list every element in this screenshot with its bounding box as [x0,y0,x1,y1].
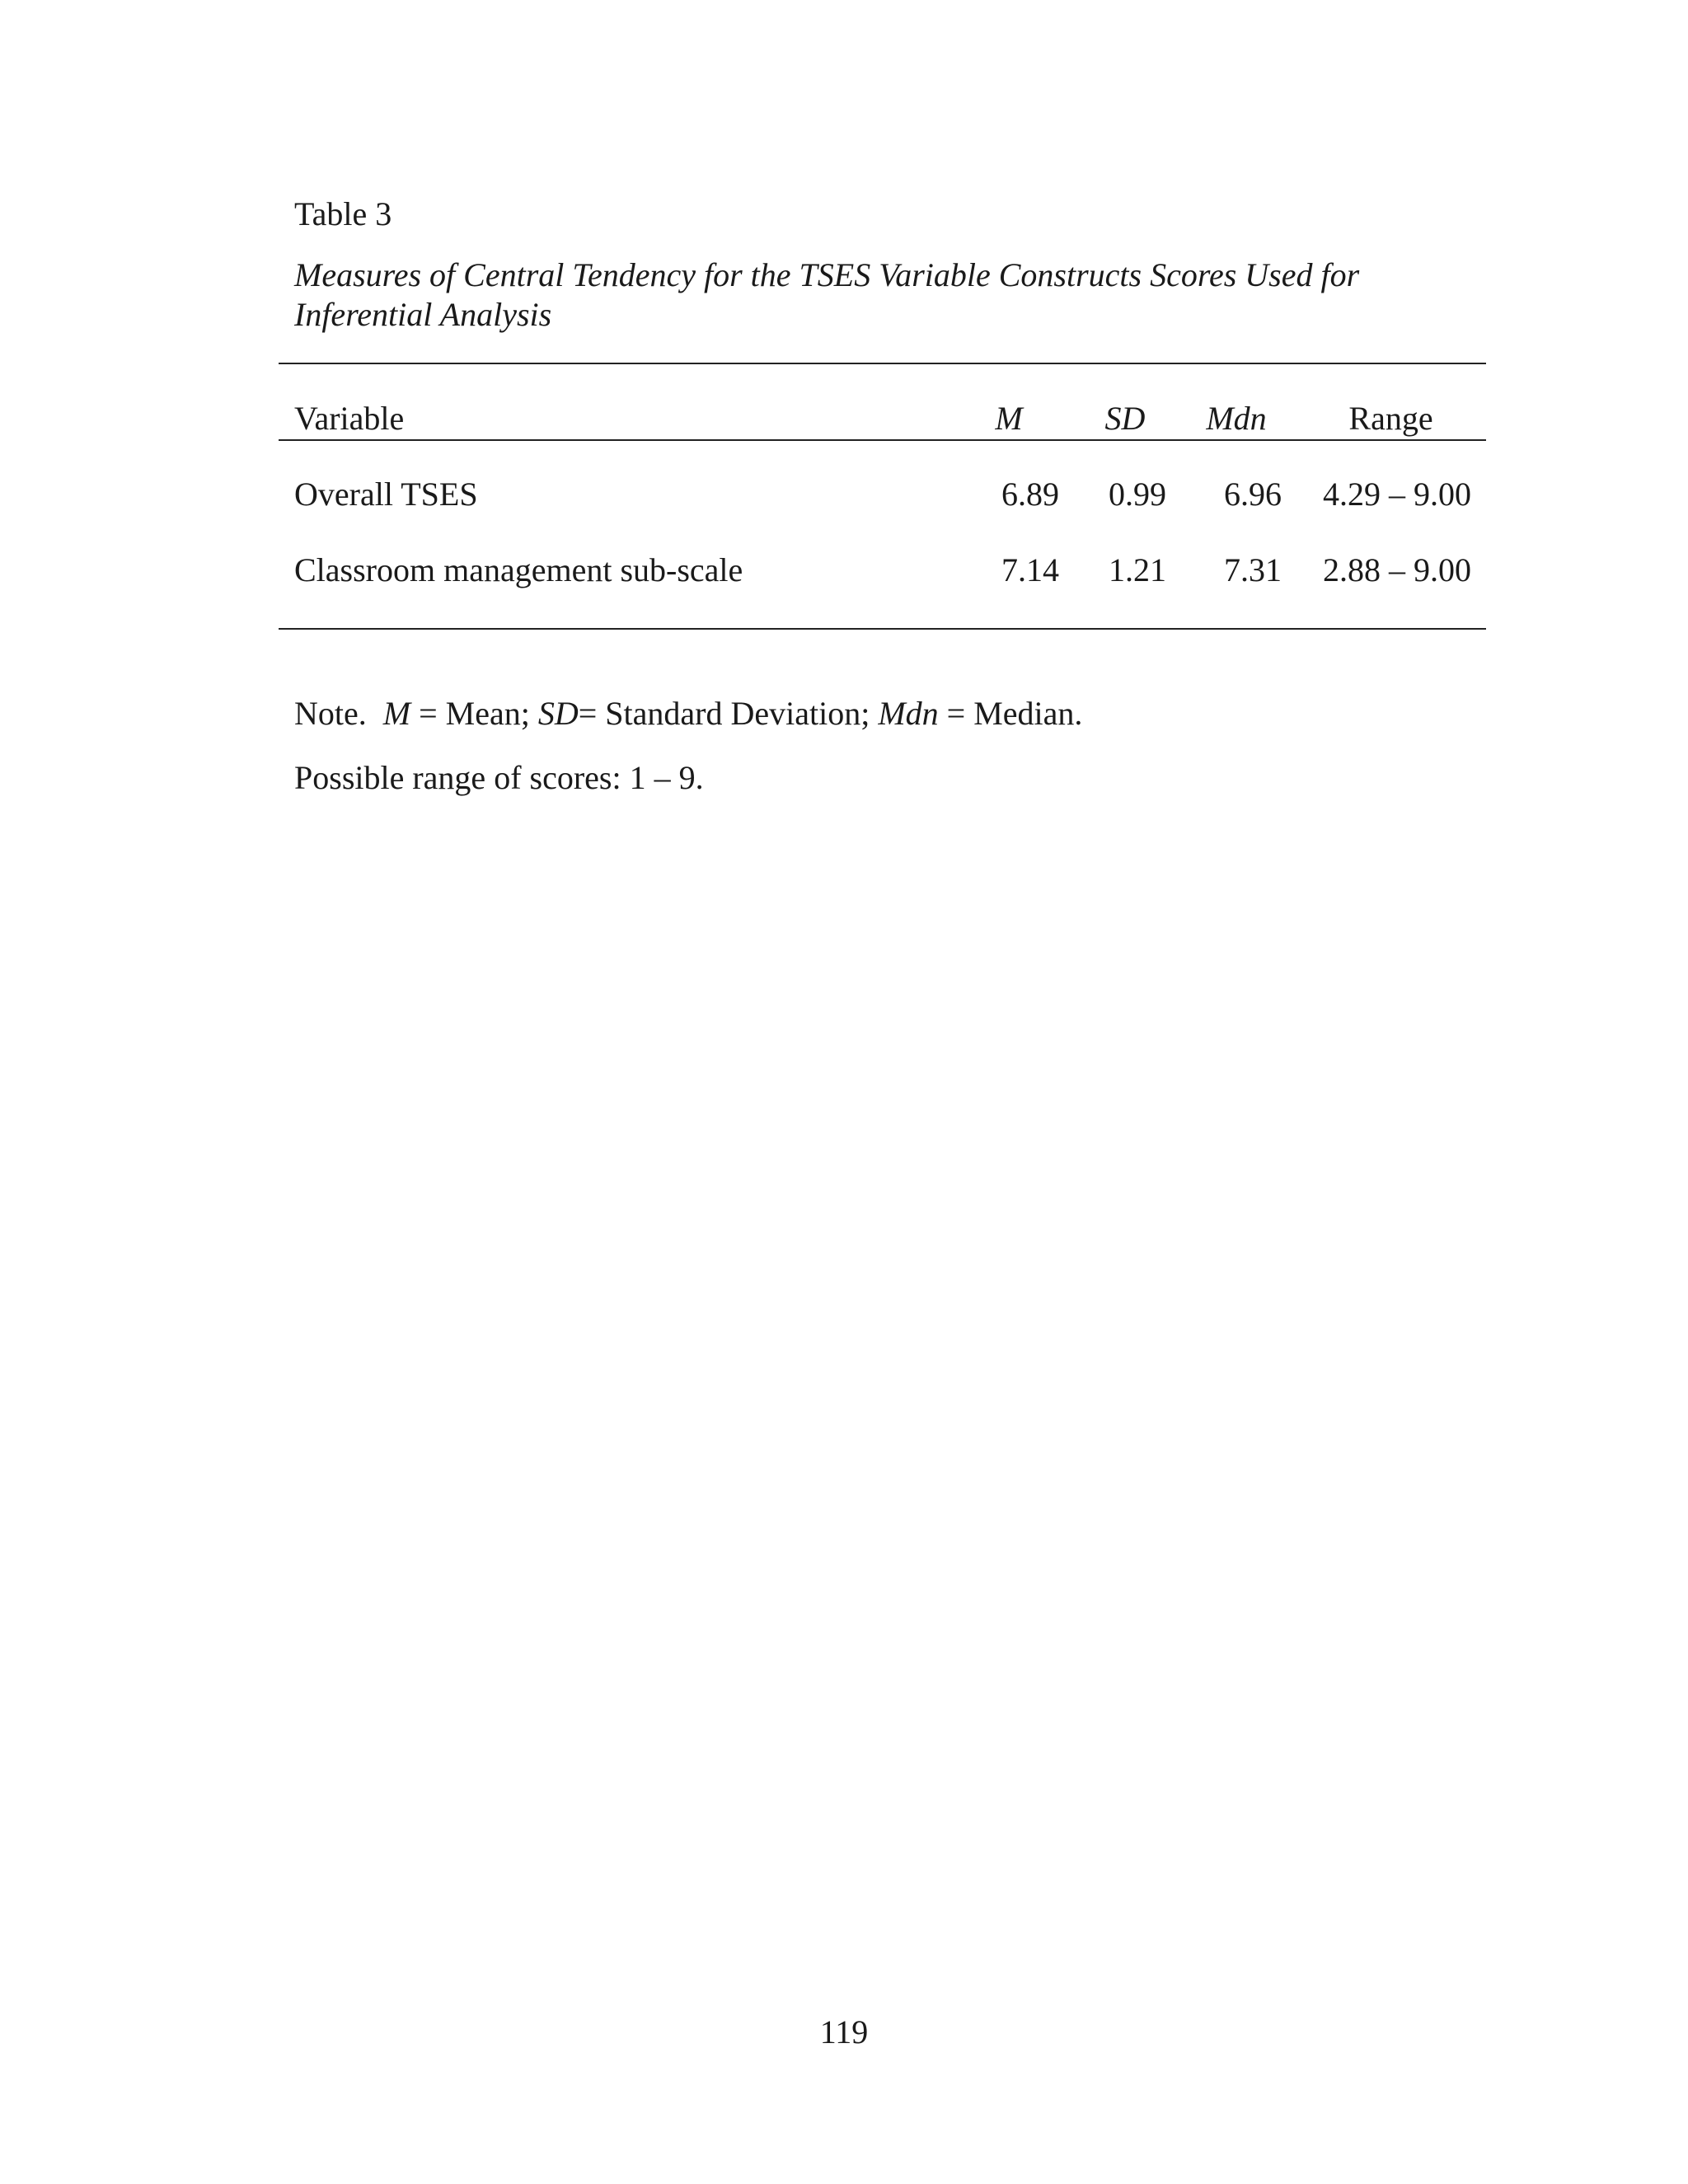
page-number: 119 [819,2013,869,2050]
row-overall-mdn: 6.96 [1224,476,1282,513]
note-prefix: Note. [294,695,367,732]
note-m-def: = Mean; [419,695,530,732]
note-mdn-def: = Median. [946,695,1083,732]
note-m-abbr: M [382,695,411,732]
header-sd: SD [1104,400,1146,437]
header-m: M [995,400,1023,437]
row-overall-sd: 0.99 [1109,476,1166,513]
note-sd-def: = Standard Deviation; [578,695,870,732]
header-mdn: Mdn [1206,400,1267,437]
possible-range-note: Possible range of scores: 1 – 9. [294,759,704,796]
row-overall-range: 4.29 – 9.00 [1323,476,1471,513]
row-classroom-m: 7.14 [1001,551,1059,588]
note-sd-abbr: SD [537,695,579,732]
row-overall-m: 6.89 [1001,476,1059,513]
row-classroom-variable: Classroom management sub-scale [294,551,743,588]
table-note [294,692,1082,735]
row-classroom-range: 2.88 – 9.00 [1323,551,1471,588]
table-header-rule [279,439,1486,441]
header-variable: Variable [294,400,405,437]
table-bottom-rule [279,628,1486,630]
row-overall-variable: Overall TSES [294,476,478,513]
header-range: Range [1348,400,1433,437]
table-top-rule [279,363,1486,364]
row-classroom-mdn: 7.31 [1224,551,1282,588]
note-mdn-abbr: Mdn [878,695,939,732]
table-label: Table 3 [294,195,392,232]
table-title: Measures of Central Tendency for the TSES Variable Constructs Scores Used for Inferential Analysis [294,256,1360,333]
row-classroom-sd: 1.21 [1109,551,1166,588]
